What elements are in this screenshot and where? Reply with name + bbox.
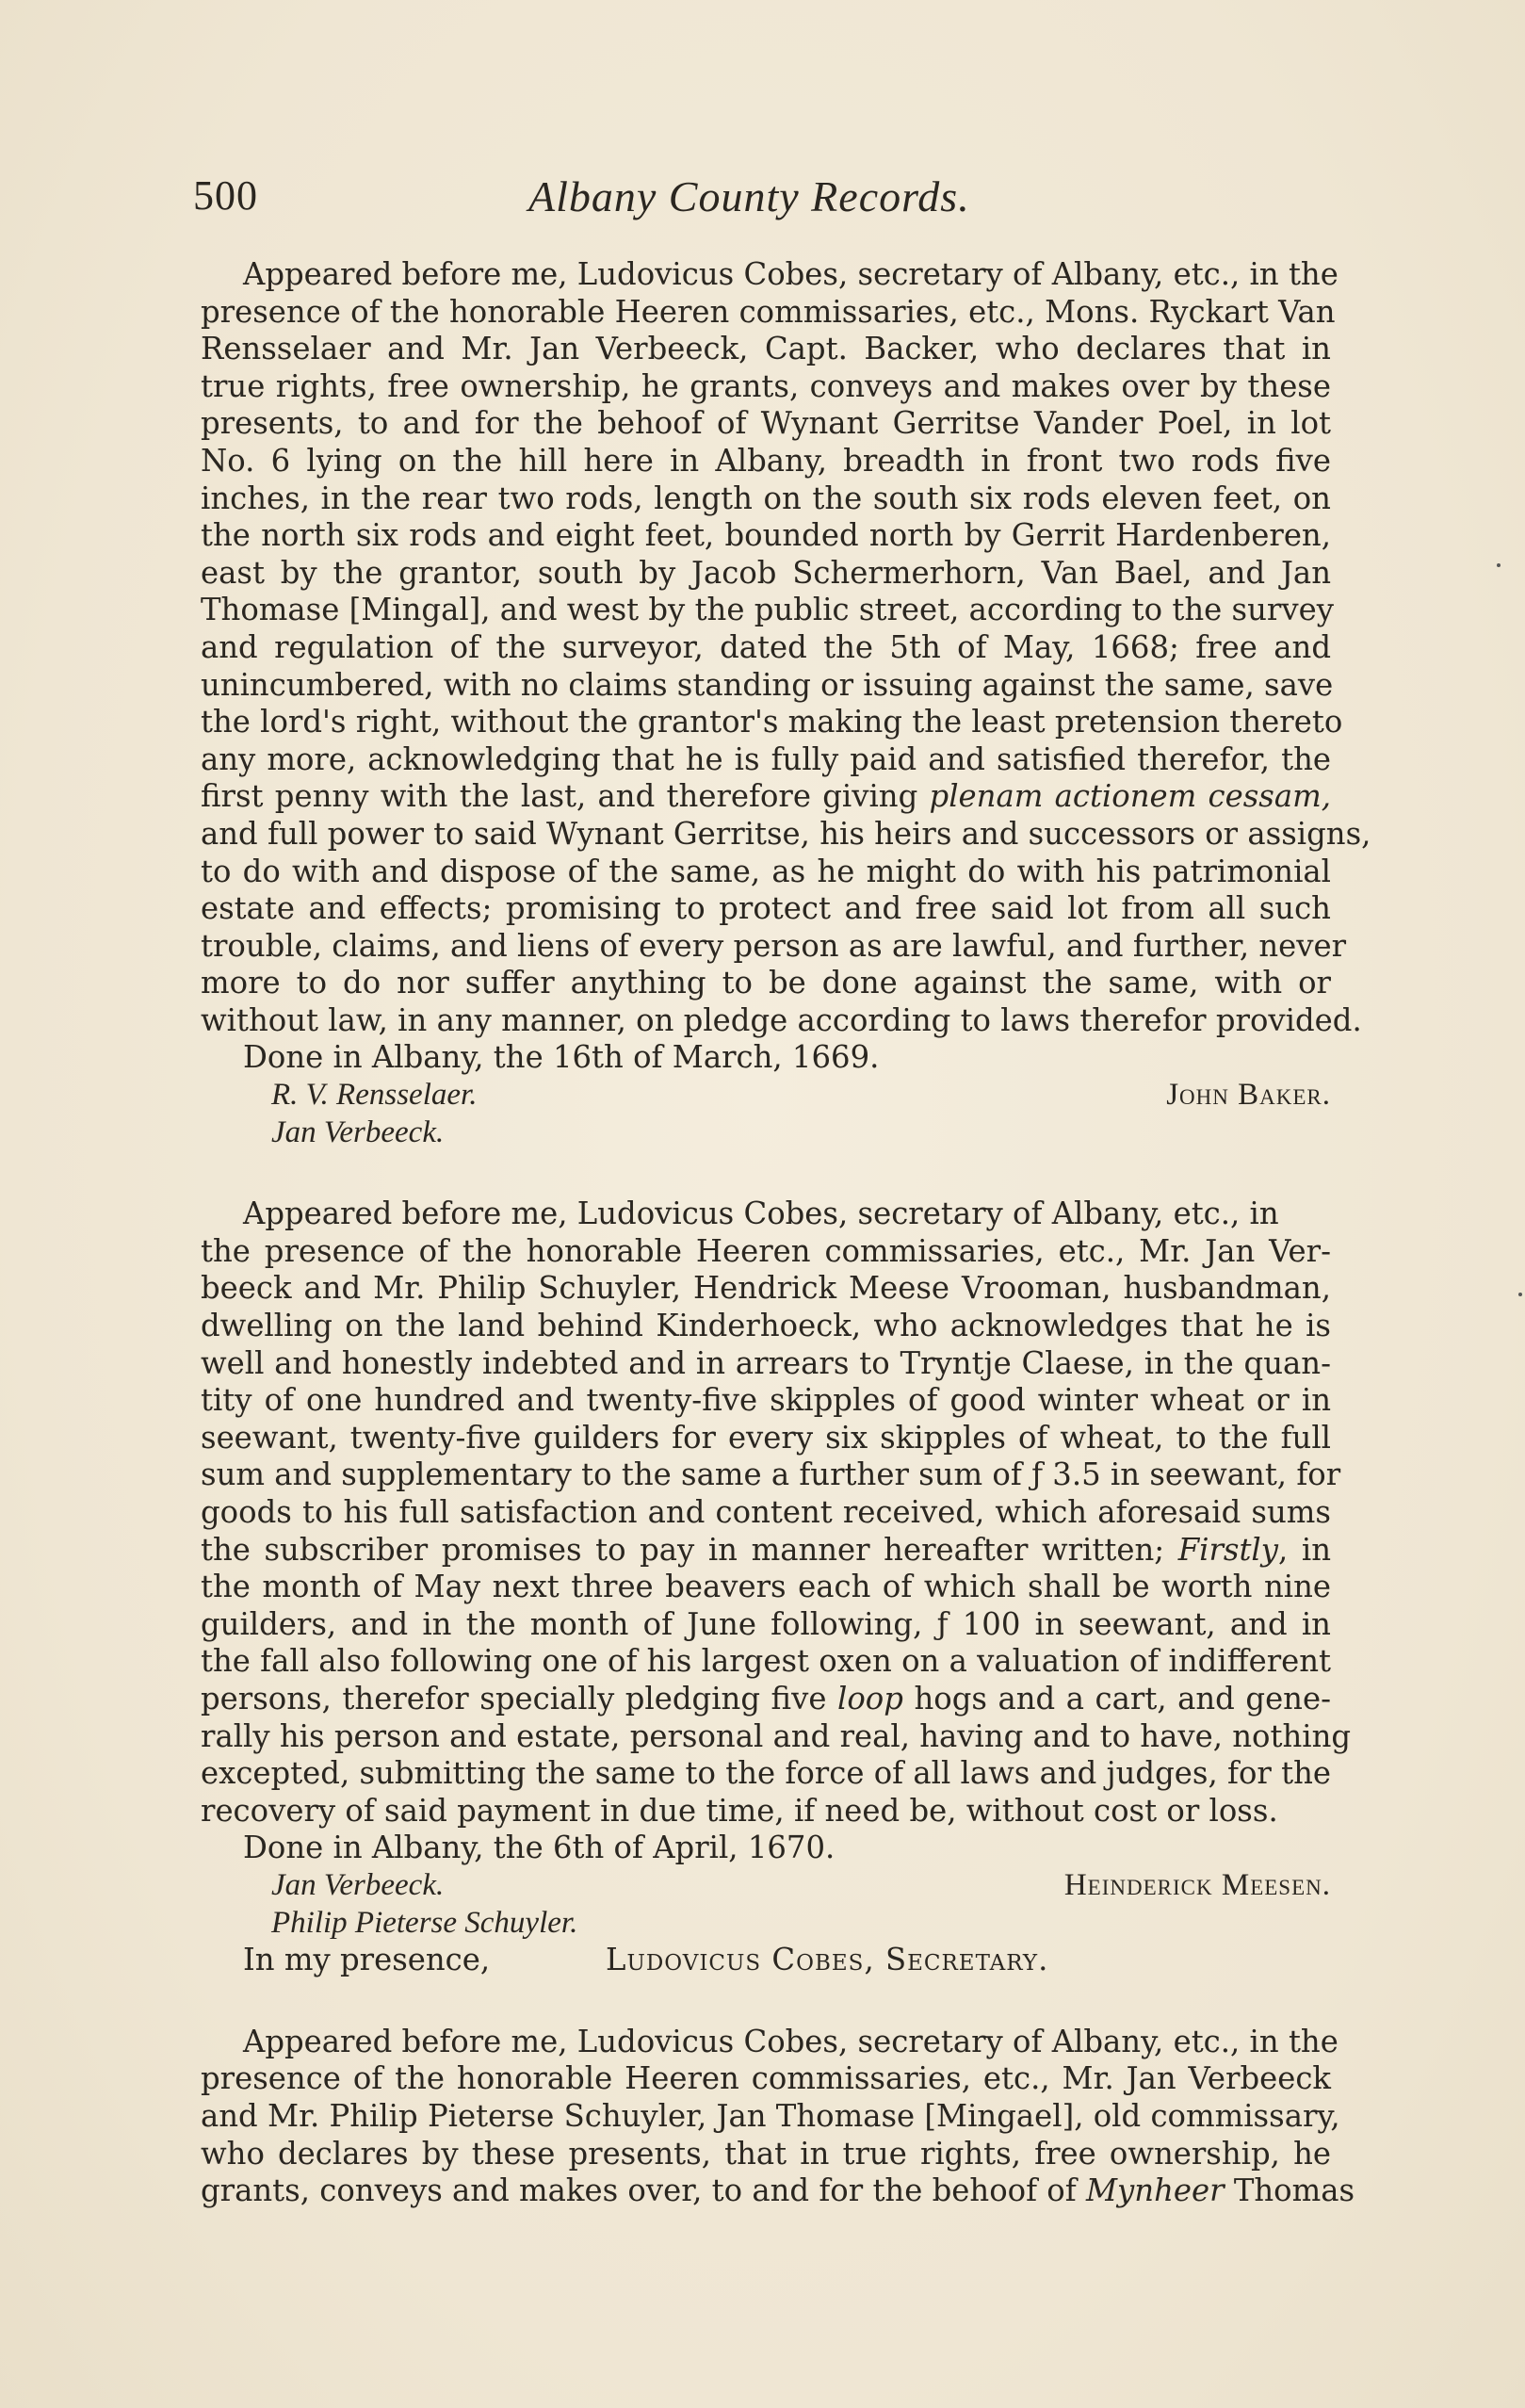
text-line — [201, 480, 1331, 518]
line-text: to do with and dispose of the same, as he might do with his patrimonial — [201, 853, 1331, 889]
line-text: presence of the honorable Heeren commissaries, etc., Mons. Ryckart Van — [201, 293, 1336, 330]
line-text: more to do nor suffer anything to be done against the same, with or — [201, 965, 1331, 1001]
line-text: and full power to said Wynant Gerritse, his heirs and successors or assigns, — [201, 815, 1371, 852]
line-text: Thomase [Mingal], and west by the public street, according to the survey — [201, 592, 1334, 628]
text-line — [201, 1606, 1331, 1644]
text-line — [201, 517, 1331, 555]
line-text: the month of May next three beavers each of which shall be worth nine — [201, 1569, 1331, 1605]
text-line — [201, 2136, 1331, 2173]
line-text: Thomas — [1224, 2172, 1355, 2209]
text-line — [201, 1456, 1341, 1494]
text-line — [201, 704, 1343, 741]
line-text: Done in Albany, the 6th of April, 1670. — [243, 1830, 836, 1866]
line-text: the lord's right, without the grantor's making the least pretension thereto — [201, 704, 1343, 740]
margin-mark — [1518, 1293, 1522, 1296]
line-text: sum and supplementary to the same a further sum of ƒ 3.5 in seewant, for — [201, 1456, 1341, 1493]
text-line — [201, 741, 1331, 779]
italic-phrase: plenam actionem cessam, — [929, 778, 1331, 815]
text-line — [201, 927, 1347, 966]
signature-left: R. V. Rensselaer. — [271, 1078, 478, 1113]
line-text: Appeared before me, Ludovicus Cobes, secretary of Albany, etc., in the — [243, 2023, 1338, 2059]
entry-paragraph — [201, 2023, 1355, 2210]
line-text: presence of the honorable Heeren commissaries, etc., Mr. Jan Verbeeck — [201, 2060, 1331, 2097]
text-line — [201, 555, 1331, 593]
line-text: guilders, and in the month of June following, ƒ 100 in seewant, and in — [201, 1605, 1331, 1642]
signature-row — [201, 1905, 1331, 1943]
text-line — [201, 1532, 1331, 1570]
text-line — [201, 256, 1338, 294]
text-line — [201, 1569, 1331, 1606]
entry-paragraph — [201, 256, 1371, 1151]
line-text: No. 6 lying on the hill here in Albany, breadth in front two rods five — [201, 442, 1331, 479]
signature-left: Philip Pieterse Schuyler. — [271, 1905, 578, 1940]
document-body — [201, 256, 1371, 2210]
margin-mark — [1497, 563, 1501, 567]
text-line — [201, 1830, 1331, 1867]
signature-row — [201, 1077, 1331, 1115]
text-line — [201, 854, 1331, 891]
line-text: excepted, submitting the same to the force of all laws and judges, for the — [201, 1755, 1331, 1792]
secretary-signature: Ludovicus Cobes, Secretary. — [606, 1942, 1049, 1978]
text-line — [201, 443, 1331, 480]
text-line — [201, 778, 1331, 816]
line-text: inches, in the rear two rods, length on the south six rods eleven feet, on — [201, 480, 1331, 516]
text-line — [201, 1755, 1331, 1793]
text-line — [201, 2023, 1338, 2061]
text-line — [201, 1233, 1331, 1271]
text-line — [201, 2097, 1340, 2136]
text-line — [201, 405, 1331, 443]
line-text: the north six rods and eight feet, bounded north by Gerrit Hardenberen, — [201, 517, 1331, 554]
line-text: trouble, claims, and liens of every person as are lawful, and further, never — [201, 927, 1347, 964]
signature-right: Heinderick Meesen. — [1063, 1867, 1331, 1902]
text-line — [201, 629, 1331, 667]
page-number: 500 — [193, 172, 258, 219]
presence-line — [201, 1942, 1331, 1979]
line-text: any more, acknowledging that he is fully paid and satisfied therefor, the — [201, 740, 1331, 777]
line-text: dwelling on the land behind Kinderhoeck, who acknowledges that he is — [201, 1308, 1331, 1344]
text-line — [201, 1681, 1331, 1718]
text-line — [201, 890, 1331, 928]
line-text: Done in Albany, the 16th of March, 1669. — [243, 1039, 880, 1076]
text-line — [201, 666, 1334, 705]
text-line — [201, 1643, 1331, 1681]
line-text: grants, conveys and makes over, to and for the behoof of — [201, 2172, 1086, 2209]
line-text: tity of one hundred and twenty-five skipples of good winter wheat or in — [201, 1382, 1331, 1419]
line-text: and Mr. Philip Pieterse Schuyler, Jan Thomase [Mingael], old commissary, — [201, 2097, 1340, 2134]
italic-word: Mynheer — [1085, 2172, 1225, 2209]
line-text: persons, therefor specially pledging five — [201, 1680, 837, 1717]
text-line — [201, 1494, 1331, 1532]
line-text: true rights, free ownership, he grants, conveys and makes over by these — [201, 367, 1331, 404]
text-line — [201, 293, 1336, 332]
text-line — [201, 1039, 1331, 1077]
line-text: beeck and Mr. Philip Schuyler, Hendrick Meese Vrooman, husbandman, — [201, 1270, 1331, 1307]
signature-left: Jan Verbeeck. — [271, 1115, 445, 1149]
signature-row — [201, 1115, 1331, 1152]
text-line — [201, 331, 1331, 368]
line-text: the fall also following one of his largest oxen on a valuation of indifferent — [201, 1643, 1332, 1680]
line-text: unincumbered, with no claims standing or issuing against the same, save — [201, 666, 1334, 703]
entry-paragraph — [201, 1196, 1352, 1978]
line-text: presents, to and for the behoof of Wynant Gerritse Vander Poel, in lot — [201, 405, 1331, 442]
line-text: the subscriber promises to pay in manner hereafter written; — [201, 1531, 1178, 1568]
line-text: well and honestly indebted and in arrears to Tryntje Claese, in the quan- — [201, 1344, 1331, 1381]
line-text: Appeared before me, Ludovicus Cobes, secretary of Albany, etc., in the — [243, 256, 1338, 292]
text-line — [201, 368, 1331, 406]
text-line — [201, 1196, 1331, 1233]
line-text: estate and effects; promising to protect and free said lot from all such — [201, 890, 1331, 927]
presence-label: In my presence, — [243, 1942, 491, 1978]
entry-gap — [201, 1979, 1331, 2024]
line-text: rally his person and estate, personal and real, having and to have, nothing — [201, 1717, 1352, 1754]
line-text: the presence of the honorable Heeren commissaries, etc., Mr. Jan Ver- — [201, 1232, 1331, 1269]
page-header — [193, 171, 1022, 228]
line-text: Appeared before me, Ludovicus Cobes, secretary of Albany, etc., in — [243, 1196, 1279, 1232]
text-line — [201, 1308, 1331, 1345]
text-line — [201, 1001, 1362, 1040]
italic-word: Firstly — [1177, 1531, 1279, 1568]
signature-left: Jan Verbeeck. — [271, 1867, 445, 1902]
line-text: recovery of said payment in due time, if need be, without cost or loss. — [201, 1792, 1278, 1829]
line-text: hogs and a cart, and gene- — [902, 1680, 1332, 1717]
line-text: seewant, twenty-five guilders for every six skipples of wheat, to the full — [201, 1419, 1331, 1456]
line-text: and regulation of the surveyor, dated the 5th of May, 1668; free and — [201, 628, 1331, 665]
text-line — [201, 2172, 1355, 2210]
text-line — [201, 815, 1371, 854]
text-line — [201, 1793, 1331, 1830]
line-text: without law, in any manner, on pledge according to laws therefor provided. — [201, 1001, 1362, 1038]
line-text: Rensselaer and Mr. Jan Verbeeck, Capt. Backer, who declares that in — [201, 331, 1331, 367]
line-text: goods to his full satisfaction and content received, which aforesaid sums — [201, 1494, 1331, 1530]
text-line — [201, 1420, 1331, 1457]
signature-row — [201, 1867, 1331, 1905]
line-text: who declares by these presents, that in true rights, free ownership, he — [201, 2135, 1331, 2172]
text-line — [201, 1270, 1331, 1308]
running-title: Albany County Records. — [528, 172, 970, 220]
line-text: east by the grantor, south by Jacob Schermerhorn, Van Bael, and Jan — [201, 554, 1331, 591]
text-line — [201, 1717, 1352, 1756]
line-text: first penny with the last, and therefore giving — [201, 778, 930, 815]
signature-right: John Baker. — [1166, 1078, 1331, 1113]
italic-word: loop — [837, 1680, 903, 1717]
text-line — [201, 965, 1331, 1002]
entry-gap — [201, 1151, 1331, 1196]
text-line — [201, 2060, 1331, 2098]
text-line — [201, 592, 1334, 629]
line-text: , in — [1278, 1531, 1331, 1568]
text-line — [201, 1345, 1331, 1383]
text-line — [201, 1382, 1331, 1420]
